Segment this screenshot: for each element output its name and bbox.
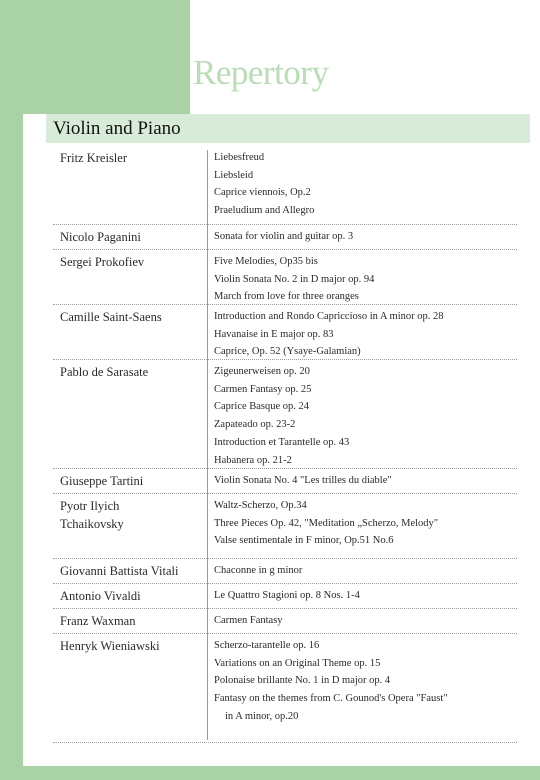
composer-name: Giovanni Battista Vitali (60, 564, 179, 578)
work-title: Zigeunerweisen op. 20 (214, 366, 310, 377)
works-list (207, 559, 517, 583)
work-title: Variations on an Original Theme op. 15 (214, 657, 381, 669)
green-corner-band (0, 0, 190, 114)
table-row (53, 469, 517, 494)
work-title: Praeludium and Allegro (214, 205, 315, 217)
work-title: Introduction et Tarantelle op. 43 (214, 436, 350, 448)
work-title: Three Pieces Op. 42, "Meditation „Scherzo, Melody" (214, 517, 439, 529)
table-row (53, 250, 517, 305)
works-list (207, 494, 517, 558)
composer-name: Pablo de Sarasate (60, 365, 149, 379)
table-row (53, 634, 517, 743)
works-list (207, 584, 517, 608)
composer-name: Fritz Kreisler (60, 151, 127, 165)
work-title: Liebesfreud (214, 152, 265, 163)
page-title: Repertory (193, 53, 329, 92)
work-title: March from love for three oranges (214, 291, 359, 303)
work-title: Havanaise in E major op. 83 (214, 328, 334, 340)
repertory-table (53, 146, 517, 743)
table-row (53, 305, 517, 360)
work-title: Sonata for violin and guitar op. 3 (214, 231, 354, 242)
table-row (53, 146, 517, 225)
section-title: Violin and Piano (53, 118, 181, 139)
work-title: Zapateado op. 23-2 (214, 419, 296, 431)
work-title: Fantasy on the themes from C. Gounod's Opera "Faust" (214, 693, 448, 705)
works-list (207, 305, 517, 359)
table-row (53, 609, 517, 634)
works-list (207, 634, 517, 742)
work-title: Polonaise brillante No. 1 in D major op. 4 (214, 675, 391, 687)
work-title: Violin Sonata No. 4 "Les trilles du diable" (214, 475, 392, 486)
work-title: Le Quattro Stagioni op. 8 Nos. 1-4 (214, 590, 360, 601)
works-list (207, 225, 517, 249)
composer-name: Antonio Vivaldi (60, 589, 141, 603)
work-title: Five Melodies, Op35 bis (214, 256, 318, 267)
composer-name: Franz Waxman (60, 614, 136, 628)
work-title: Introduction and Rondo Capriccioso in A minor op. 28 (214, 311, 444, 322)
table-row (53, 559, 517, 584)
table-row (53, 225, 517, 250)
work-title: Chaconne in g minor (214, 565, 303, 576)
composer-name: Camille Saint-Saens (60, 310, 162, 324)
work-title: Violin Sonata No. 2 in D major op. 94 (214, 273, 375, 285)
work-title: Valse sentimentale in F minor, Op.51 No.6 (214, 535, 394, 547)
work-title: Scherzo-tarantelle op. 16 (214, 640, 320, 651)
works-list (207, 609, 517, 633)
work-title: Habanera op. 21-2 (214, 454, 292, 466)
work-title: Waltz-Scherzo, Op.34 (214, 500, 307, 511)
table-row (53, 584, 517, 609)
composer-name: Henryk Wieniawski (60, 639, 160, 653)
work-title: Carmen Fantasy (214, 615, 283, 626)
work-title: in A minor, op.20 (225, 710, 299, 722)
work-title: Carmen Fantasy op. 25 (214, 383, 312, 395)
works-list (207, 146, 517, 224)
composer-name: Nicolo Paganini (60, 230, 141, 244)
table-row (53, 494, 517, 559)
works-list (207, 360, 517, 468)
composer-name: Giuseppe Tartini (60, 474, 144, 488)
table-row (53, 360, 517, 469)
work-title: Liebsleid (214, 169, 254, 181)
work-title: Caprice viennois, Op.2 (214, 187, 311, 199)
composer-name: Sergei Prokofiev (60, 255, 145, 269)
composer-name: Pyotr Ilyich Tchaikovsky (60, 499, 124, 531)
work-title: Caprice Basque op. 24 (214, 401, 310, 413)
work-title: Caprice, Op. 52 (Ysaye-Galamian) (214, 346, 361, 358)
works-list (207, 250, 517, 304)
works-list (207, 469, 517, 493)
